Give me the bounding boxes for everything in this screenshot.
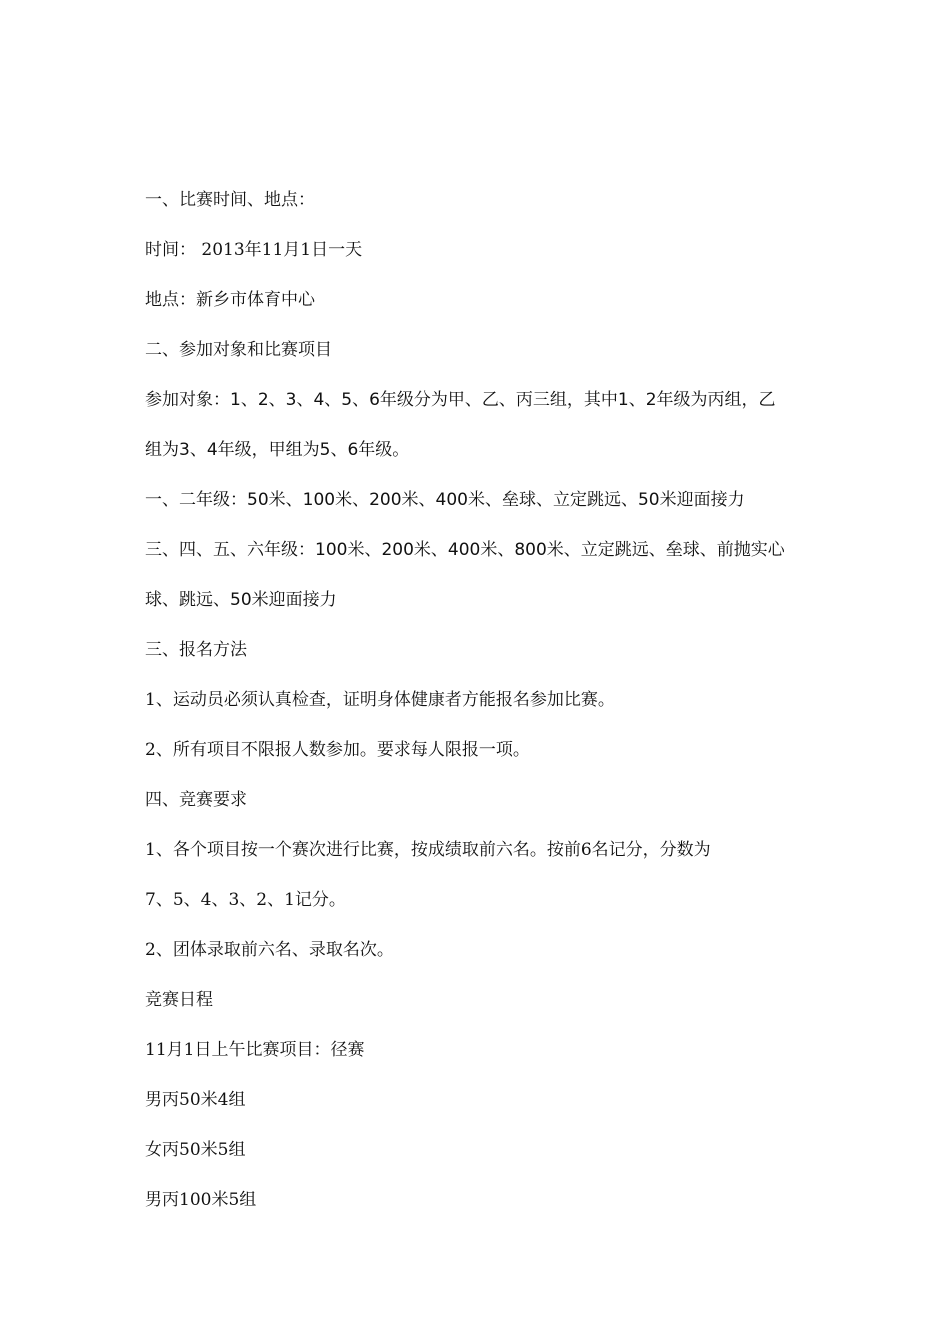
section-heading-registration: 三、报名方法: [145, 640, 247, 660]
events-grade-3-6-line-1: 三、四、五、六年级：100米、200米、400米、800米、立定跳远、垒球、前抛实心: [145, 540, 785, 560]
events-grade-3-6-line-2: 球、跳远、50米迎面接力: [145, 590, 337, 610]
time-line: 时间： 2013年11月1日一天: [145, 240, 363, 260]
schedule-item: 男丙50米4组: [145, 1090, 246, 1110]
requirement-1-line-1: 1、各个项目按一个赛次进行比赛，按成绩取前六名。按前6名记分，分数为: [145, 840, 711, 860]
participants-line-1: 参加对象：1、2、3、4、5、6年级分为甲、乙、丙三组，其中1、2年级为丙组，乙: [145, 390, 776, 410]
section-heading-participants: 二、参加对象和比赛项目: [145, 340, 332, 360]
requirement-1-line-2: 7、5、4、3、2、1记分。: [145, 890, 346, 910]
place-line: 地点：新乡市体育中心: [145, 290, 315, 310]
section-heading-requirements: 四、竞赛要求: [145, 790, 247, 810]
requirement-2: 2、团体录取前六名、录取名次。: [145, 940, 394, 960]
schedule-heading: 竞赛日程: [145, 990, 213, 1010]
registration-rule-2: 2、所有项目不限报人数参加。要求每人限报一项。: [145, 740, 530, 760]
section-heading-time-place: 一、比赛时间、地点：: [145, 190, 315, 210]
schedule-morning: 11月1日上午比赛项目：径赛: [145, 1040, 365, 1060]
registration-rule-1: 1、运动员必须认真检查，证明身体健康者方能报名参加比赛。: [145, 690, 615, 710]
schedule-item: 男丙100米5组: [145, 1190, 257, 1210]
events-grade-1-2: 一、二年级：50米、100米、200米、400米、垒球、立定跳远、50米迎面接力: [145, 490, 745, 510]
participants-line-2: 组为3、4年级，甲组为5、6年级。: [145, 440, 410, 460]
schedule-item: 女丙50米5组: [145, 1140, 246, 1160]
